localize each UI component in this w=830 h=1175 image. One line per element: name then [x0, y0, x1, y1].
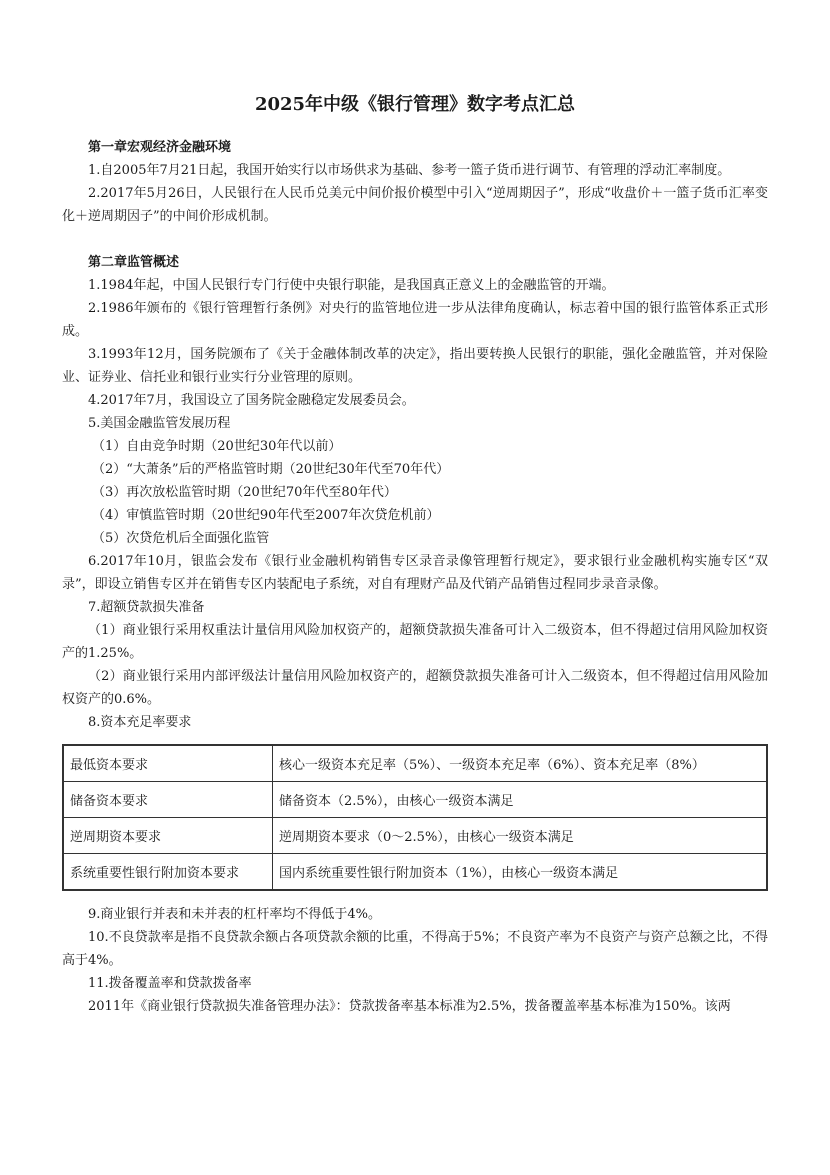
us-history-item: （4）审慎监管时期（20世纪90年代至2007年次贷危机前）	[92, 508, 440, 523]
table-row	[63, 745, 767, 782]
chapter-2-paragraph: 5.美国金融监管发展历程	[88, 416, 231, 431]
table-cell-requirement: 最低资本要求	[63, 745, 273, 782]
chapter-2-paragraph: 1.1984年起，中国人民银行专门行使中央银行职能，是我国真正意义上的金融监管的开端。	[88, 278, 615, 293]
table-cell-requirement: 逆周期资本要求	[63, 818, 273, 854]
chapter-2-paragraph: 2011年《商业银行贷款损失准备管理办法》：贷款拨备率基本标准为2.5%，拨备覆盖率基本标准为150%。该两	[88, 999, 731, 1014]
chapter-1-paragraph: 2.2017年5月26日，人民银行在人民币兑美元中间价报价模型中引入“逆周期因子”，形成“收盘价＋一篮子货币汇率变化＋逆周期因子”的中间价形成机制。	[62, 186, 768, 224]
chapter-2-paragraph: 7.超额贷款损失准备	[88, 600, 205, 615]
chapter-2-paragraph: 4.2017年7月，我国设立了国务院金融稳定发展委员会。	[88, 393, 415, 408]
table-cell-detail: 核心一级资本充足率（5%）、一级资本充足率（6%）、资本充足率（8%）	[273, 745, 768, 782]
chapter-2-paragraph: 10.不良贷款率是指不良贷款余额占各项贷款余额的比重，不得高于5%；不良资产率为不良资产与资产总额之比，不得高于4%。	[62, 930, 768, 968]
table-cell-requirement: 储备资本要求	[63, 782, 273, 818]
table-cell-detail: 国内系统重要性银行附加资本（1%），由核心一级资本满足	[273, 854, 768, 891]
document-page	[62, 92, 768, 1018]
chapter-1-paragraph: 1.自2005年7月21日起，我国开始实行以市场供求为基础、参考一篮子货币进行调节、有管理的浮动汇率制度。	[88, 163, 731, 178]
chapter-2-paragraph: 6.2017年10月，银监会发布《银行业金融机构销售专区录音录像管理暂行规定》，要求银行业金融机构实施专区“双录”，即设立销售专区并在销售专区内装配电子系统，对自有理财产品及代销产品销售过程同步录音录像。	[62, 554, 768, 592]
us-history-item: （2）“大萧条”后的严格监管时期（20世纪30年代至70年代）	[92, 462, 450, 477]
chapter-2-paragraph: 11.拨备覆盖率和贷款拨备率	[88, 976, 252, 991]
provision-item: （1）商业银行采用权重法计量信用风险加权资产的，超额贷款损失准备可计入二级资本，但不得超过信用风险加权资产的1.25%。	[62, 623, 768, 661]
capital-requirements-table	[62, 744, 768, 891]
chapter-2-paragraph: 9.商业银行并表和未并表的杠杆率均不得低于4%。	[88, 907, 382, 922]
chapter-2-paragraph: 8.资本充足率要求	[88, 715, 192, 730]
provision-item: （2）商业银行采用内部评级法计量信用风险加权资产的，超额贷款损失准备可计入二级资本，但不得超过信用风险加权资产的0.6%。	[62, 669, 768, 707]
chapter-1-heading: 第一章宏观经济金融环境	[88, 140, 232, 155]
chapter-2-heading: 第二章监管概述	[88, 255, 180, 270]
chapter-2-paragraph: 3.1993年12月，国务院颁布了《关于金融体制改革的决定》，指出要转换人民银行的职能，强化金融监管，并对保险业、证券业、信托业和银行业实行分业管理的原则。	[62, 347, 768, 385]
table-cell-requirement: 系统重要性银行附加资本要求	[63, 854, 273, 891]
us-history-item: （1）自由竞争时期（20世纪30年代以前）	[92, 439, 342, 454]
table-row	[63, 854, 767, 891]
us-history-item: （5）次贷危机后全面强化监管	[92, 531, 270, 546]
section-gap	[62, 228, 768, 251]
table-row	[63, 818, 767, 854]
chapter-2-paragraph: 2.1986年颁布的《银行管理暂行条例》对央行的监管地位进一步从法律角度确认，标志着中国的银行监管体系正式形成。	[62, 301, 768, 339]
us-history-item: （3）再次放松监管时期（20世纪70年代至80年代）	[92, 485, 397, 500]
table-row	[63, 782, 767, 818]
document-title: 2025年中级《银行管理》数字考点汇总	[254, 94, 576, 115]
table-cell-detail: 逆周期资本要求（0～2.5%），由核心一级资本满足	[273, 818, 768, 854]
table-cell-detail: 储备资本（2.5%），由核心一级资本满足	[273, 782, 768, 818]
